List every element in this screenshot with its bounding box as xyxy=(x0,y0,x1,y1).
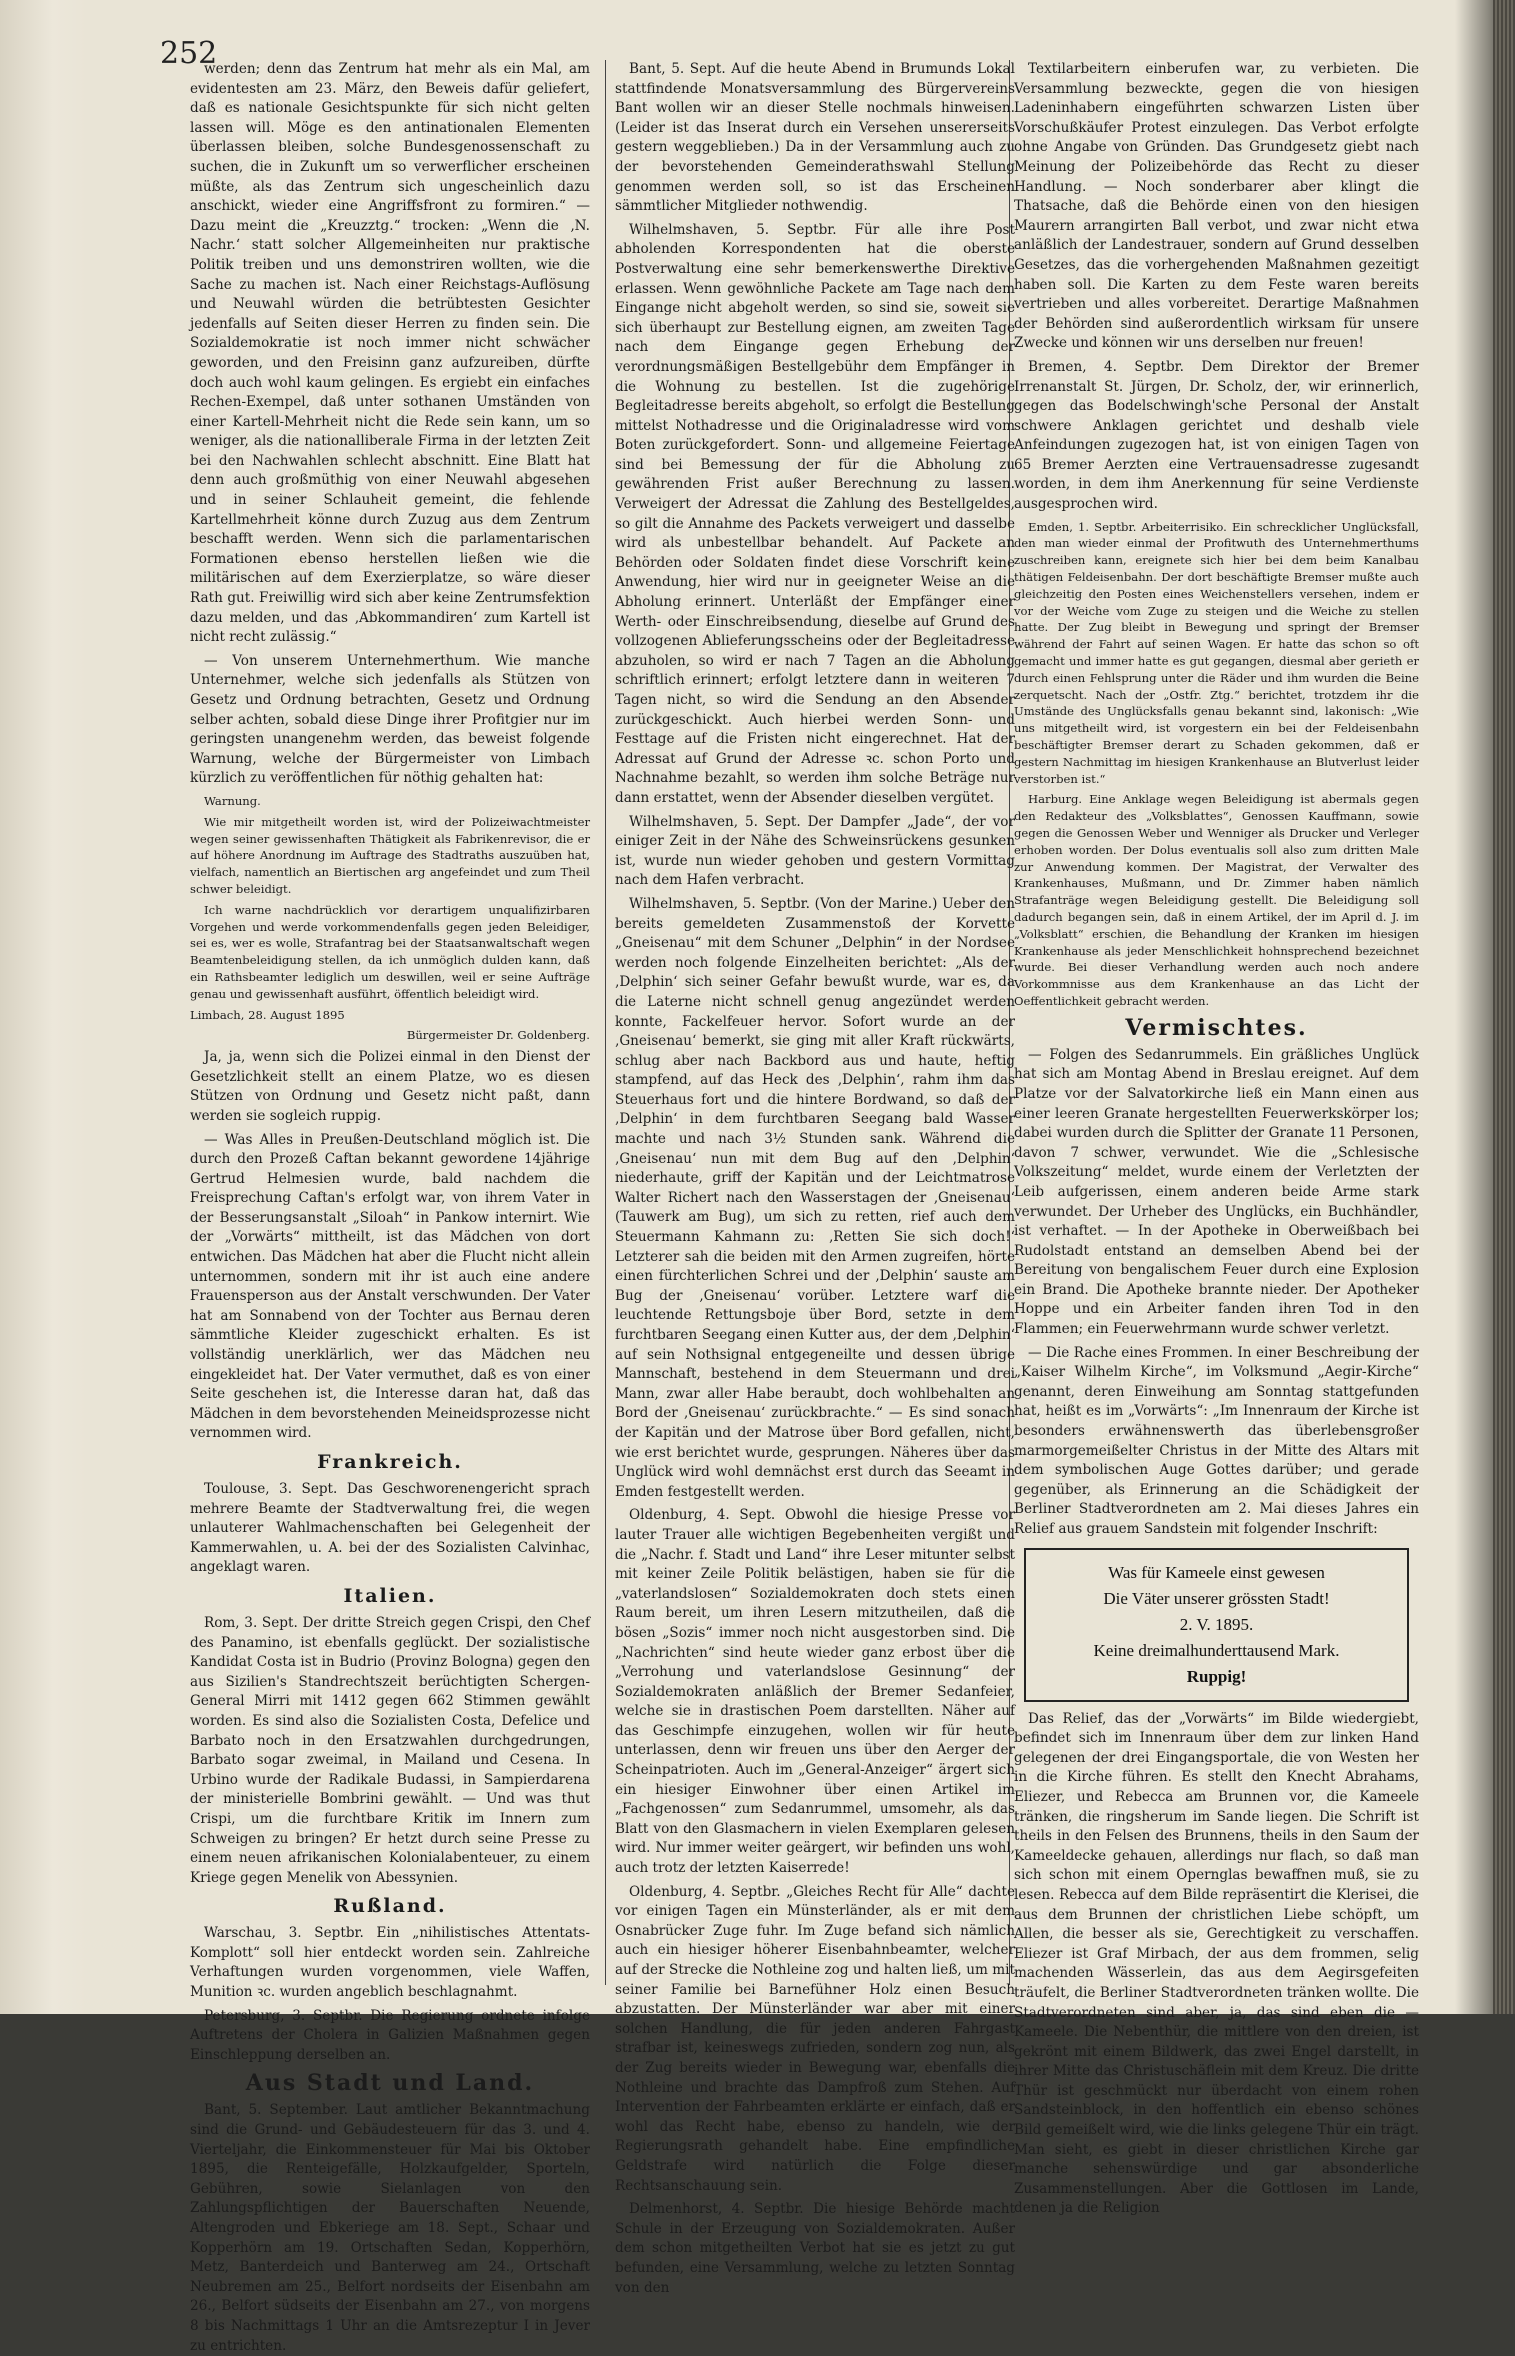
small-print-paragraph: Wie mir mitgetheilt worden ist, wird der Polizeiwachtmeister wegen seiner gewissenhaften Thätigkeit als Fabrikenrevisor, die er auf höhere Anordnung im Auftrage des Stadtraths auszuüben hat, vielfach, namentlich an Biertischen arg angefeindet und zum Theil schwer beleidigt. xyxy=(190,814,590,896)
inscription-line: Keine dreimalhunderttausend Mark. xyxy=(1093,1640,1340,1660)
article-paragraph: — Was Alles in Preußen-Deutschland möglich ist. Die durch den Prozeß Caftan bekannt gewordene 14jährige Gertrud Helmesien wurde, bald nachdem die Freisprechung Caftan's erfolgt war, von ihrem Vater in der Besserungsanstalt „Siloah“ in Pankow internirt. Wie der „Vorwärts“ mittheilt, ist das Mädchen von dort entwichen. Das Mädchen hat aber die Flucht nicht allein unternommen, sondern mit ihr ist auch eine andere Frauensperson aus der Anstalt verschwunden. Der Vater hat am Sonnabend von der Tochter aus Bernau deren sämmtliche Kleider zugeschickt erhalten. Es ist vollständig unerklärlich, wer das Mädchen neu eingekleidet hat. Der Vater vermuthet, daß es von einer Seite geschehen ist, die Interesse daran hat, daß das Mädchen in dem bevorstehenden Meineidsprozesse nicht vernommen wird. xyxy=(190,1131,590,1442)
page-number: 252 xyxy=(160,36,218,71)
small-print-paragraph: Harburg. Eine Anklage wegen Beleidigung ist abermals gegen den Redakteur des „Volksblattes“, Genossen Kauffmann, sowie gegen die Genossen Weber und Wenniger als Drucker und Verleger erhoben worden. Der Dolus eventualis soll also zum dritten Male zur Anwendung kommen. Der Magistrat, der Verwalter des Krankenhauses, Mußmann, und Dr. Zimmer haben nämlich Strafanträge wegen Beleidigung gestellt. Die Beleidigung soll dadurch begangen sein, daß in einem Artikel, der im April d. J. im „Volksblatt“ erschien, die Behandlung der Kranken im hiesigen Krankenhause als jeder Menschlichkeit hohnsprechend bezeichnet wurde. Bei dieser Verhandlung werden auch noch andere Vorkommnisse aus dem Krankenhause an das Licht der Oeffentlichkeit gebracht werden. xyxy=(1014,792,1419,1008)
page-edges xyxy=(1493,0,1515,2014)
section-heading: Rußland. xyxy=(333,1895,447,1918)
small-print-paragraph: Warnung. xyxy=(204,793,261,808)
inscription-line: Die Väter unserer grössten Stadt! xyxy=(1103,1588,1330,1608)
article-paragraph: — Die Rache eines Frommen. In einer Beschreibung der „Kaiser Wilhelm Kirche“, im Volksmund „Aegir-Kirche“ genannt, deren Einweihung am Sonntag stattgefunden hat, heißt es im „Vorwärts“: „Im Innenraum der Kirche ist besonders erwähnenswerth das überlebensgroßer marmorgemeißelter Christus in der Mitte des Altars mit dem symbolischen Auge Gottes darüber; und gerade gegenüber, als Erinnerung an die Schädigkeit der Berliner Stadtverordneten am 2. Mai dieses Jahres ein Relief aus grauem Sandstein mit folgender Inschrift: xyxy=(1014,1344,1419,1538)
column-rule xyxy=(605,60,606,1985)
article-paragraph: Wilhelmshaven, 5. Septbr. (Von der Marine.) Ueber den bereits gemeldeten Zusammenstoß der Korvette „Gneisenau“ mit dem Schuner „Delphin“ in der Nordsee werden noch folgende Einzelheiten berichtet: „Als der ‚Delphin‘ sich seiner Gefahr bewußt wurde, war es, da die Laterne nicht schnell genug angezündet werden konnte, Fackelfeuer hervor. Sofort wurde an der ‚Gneisenau‘ bemerkt, sie ging mit aller Kraft rückwärts, schlug aber nach Backbord aus und haute, heftig stampfend, auf das Heck des ‚Delphin‘, rahm ihm das Steuerhaus fort und die hintere Bordwand, so daß der ‚Delphin‘ in dem furchtbaren Seegang bald Wasser machte und nach 3½ Stunden sank. Während die ‚Gneisenau‘ nun mit dem Bug auf den ‚Delphin‘ niederhaute, griff der Kapitän und der Leichtmatrose Walter Richert nach den Wasserstagen der ‚Gneisenau‘ (Tauwerk am Bug), um sich zu retten, rief auch dem Steuermann Kahmann zu: ‚Retten Sie sich doch!‘ Letzterer sah die beiden mit den Armen zugreifen, hörte einen fürchterlichen Schrei und der ‚Delphin‘ sauste am Bug der ‚Gneisenau‘ vorüber. Letztere warf die leuchtende Rettungsboje über Bord, setzte in dem furchtbaren Seegang einen Kutter aus, der dem ‚Delphin‘ auf sein Nothsignal entgegeneilte und dessen übrige Mannschaft, bestehend in dem Steuermann und drei Mann, zwar aller Habe beraubt, doch wohlbehalten an Bord der ‚Gneisenau‘ zurückbrachte.“ — Es sind sonach der Kapitän und der Matrose über Bord gefallen, nicht, wie erst berichtet wurde, gesprungen. Näheres über das Unglück wird wohl demnächst erst durch das Seeamt in Emden festgestellt werden. xyxy=(615,895,1015,1500)
section-heading: Italien. xyxy=(343,1584,437,1607)
article-paragraph: — Von unserem Unternehmerthum. Wie manche Unternehmer, welche sich jedenfalls als Stützen von Gesetz und Ordnung betrachten, Gesetz und Ordnung selber achten, sobald diese Dinge ihrer Profitgier nur im geringsten unangenehm werden, das beweist folgende Warnung, welche der Bürgermeister von Limbach kürzlich zu veröffentlichen für nöthig gehalten hat: xyxy=(190,652,590,787)
section-heading: Vermischtes. xyxy=(1125,1014,1308,1041)
binding-margin xyxy=(0,0,88,2014)
article-paragraph: Oldenburg, 4. Sept. Obwohl die hiesige Presse vor lauter Trauer alle wichtigen Begebenheiten vergißt und die „Nachr. f. Stadt und Land“ ihre Leser mitunter selbst mit keiner Zeile Politik belästigen, haben sie für die „vaterlandslosen“ Sozialdemokraten doch stets einen Raum bereit, um ihren Lesern mitzutheilen, daß die bösen „Sozis“ immer noch nicht ausgestorben sind. Die „Nachrichten“ sind heute wieder ganz erbost über die „Verrohung und vaterlandslose Gesinnung“ der Sozialdemokraten anläßlich der Bremer Sedanfeier, welche sie in drastischen Poem darstellten. Näher auf das Geschimpfe einzugehen, wollen wir für heute unterlassen, denn wir freuen uns über den Aerger der Scheinpatrioten. Auch im „General-Anzeiger“ ärgert sich ein hiesiger Einwohner über einen Artikel im „Fachgenossen“ zum Sedanrummel, umsomehr, als das Blatt von den Glasmachern in vielen Exemplaren gelesen wird. Nur immer weiter geärgert, wir befinden uns wohl, auch trotz der letzten Kaiserrede! xyxy=(615,1507,1015,1877)
inscription-line: 2. V. 1895. xyxy=(1179,1614,1254,1634)
article-paragraph: Rom, 3. Sept. Der dritte Streich gegen Crispi, den Chef des Panamino, ist ebenfalls geglückt. Der sozialistische Kandidat Costa ist in Budrio (Provinz Bologna) gegen den aus Sizilien's Standrechtszeit berüchtigten Schergen-General Mirri mit 1412 gegen 662 Stimmen gewählt worden. Es sind also die Sozialisten Costa, Defelice und Barbato noch in den Ersatzwahlen durchgedrungen, Barbato sogar zweimal, in Mailand und Cesena. In Urbino wurde der Radikale Budassi, in Sampierdarena der ministerielle Bombrini gewählt. — Und was thut Crispi, um die furchtbare Kritik im Innern zum Schweigen zu bringen? Er hetzt durch seine Presse zu einem neuen afrikanischen Kolonialabenteuer, zu einem Kriege gegen Menelik von Abessynien. xyxy=(190,1614,590,1886)
section-heading: Aus Stadt und Land. xyxy=(245,2070,535,2097)
inscription-box xyxy=(1024,1548,1409,1702)
article-paragraph: Oldenburg, 4. Septbr. „Gleiches Recht für Alle“ dachte vor einigen Tagen ein Münsterländer, als er mit dem Osnabrücker Zuge fuhr. Im Zuge befand sich nämlich auch ein hiesiger höherer Eisenbahnbeamter, welcher auf der Strecke die Nothleine zog und halten ließ, um mit seiner Familie bei Barnefühner Holz einen Besuch abzustatten. Der Münsterländer war aber mit einer solchen Handlung, die für jeden anderen Fahrgast strafbar ist, keineswegs zufrieden, sondern zog nun, als der Zug bereits wieder in Bewegung war, ebenfalls die Nothleine und brachte das Dampfroß zum Stehen. Auf Intervention der Fahrbeamten erklärte er einfach, daß er wohl das Recht habe, ebenso zu handeln, wie der Regierungsrath gehandelt habe. Eine empfindliche Geldstrafe wird natürlich die Folge dieser Rechtsanschauung sein. xyxy=(615,1883,1015,2194)
article-paragraph: Warschau, 3. Septbr. Ein „nihilistisches Attentats-Komplott“ soll hier entdeckt worden sein. Zahlreiche Verhaftungen wurden vorgenommen, viele Waffen, Munition ꝛc. wurden angeblich beschlagnahmt. xyxy=(190,1925,590,2001)
section-heading: Frankreich. xyxy=(317,1451,463,1473)
column-3 xyxy=(1014,60,1419,2217)
article-paragraph: Das Relief, das der „Vorwärts“ im Bilde wiedergiebt, befindet sich im Innenraum über dem zur linken Hand gelegenen der drei Eingangsportale, die von Westen her in die Kirche führen. Es stellt den Knecht Abrahams, Eliezer, und Rebecca am Brunnen vor, die Kameele tränken, die ringsherum im Sande liegen. Die Schrift ist theils in den Felsen des Brunnens, theils in den Saum der Kameeldecke gehauen, allerdings nur flach, so daß man sich schon mit einem Opernglas bewaffnen muß, sie zu lesen. Rebecca auf dem Bilde repräsentirt die Klerisei, die aus dem Brunnen der christlichen Liebe schöpft, um Allen, die besser als sie, Gerechtigkeit zu verschaffen. Eliezer ist Graf Mirbach, der aus dem frommen, selig machenden Wässerlein, das aus dem Aegirsgefeiten träufelt, die Berliner Stadtverordneten tränken wollte. Die Stadtverordneten sind aber, ja, das sind eben die — Kameele. Die Nebenthür, die mittlere von den dreien, ist gekrönt mit einem Bildwerk, das zwei Engel darstellt, in ihrer Mitte das Christuschäflein mit dem Kreuz. Die dritte Thür ist geschmückt nur überdacht von einem rohen Sandsteinblock, in den hoffentlich ein ebenso schönes Bild gemeißelt wird, wie die links gelegene Thür ein trägt. Man sieht, es giebt in dieser christlichen Kirche gar manche sehenswürdige und gar absonderliche Zusammenstellungen. Aber die Gottlosen im Lande, denen ja die Religion xyxy=(1014,1710,1419,2217)
article-paragraph: Textilarbeitern einberufen war, zu verbieten. Die Versammlung bezweckte, gegen die von hiesigen Ladeninhabern eingeführten schwarzen Listen über Vorschußkäufer Protest einzulegen. Das Verbot erfolgte ohne Angabe von Gründen. Das Grundgesetz giebt nach Meinung der Polizeibehörde das Recht zu dieser Handlung. — Noch sonderbarer aber klingt die Thatsache, daß die Behörde einen von den hiesigen Maurern arrangirten Ball verbot, und zwar nicht etwa anläßlich der Landestrauer, sondern auf Grund desselben Gesetzes, das die vorhergehenden Maßnahmen gezeitigt haben soll. Die Karten zu dem Feste waren bereits vertrieben und alles vorbereitet. Derartige Maßnahmen der Behörden sind außerordentlich wirksam für unsere Zwecke und können wir uns derselben nur freuen! xyxy=(1014,61,1419,352)
small-print-paragraph: Ich warne nachdrücklich vor derartigem unqualifizirbaren Vorgehen und werde vorkommendenfalls gegen jeden Beleidiger, sei es, wer es wolle, Strafantrag bei der Staatsanwaltschaft wegen Beamtenbeleidigung stellen, da ich unmöglich dulden kann, daß ein Rathsbeamter lediglich um deswillen, weil er seine Aufträge genau und gewissenhaft ausführt, öffentlich beleidigt wird. xyxy=(190,902,590,1001)
small-print-paragraph: Emden, 1. Septbr. Arbeiterrisiko. Ein schrecklicher Unglücksfall, den man wieder einmal der Profitwuth des Unternehmerthums zuschreiben kann, ereignete sich hier bei dem beim Kanalbau thätigen Feldeisenbahn. Der dort beschäftigte Bremser mußte auch gleichzeitig den Posten eines Weichenstellers versehen, indem er vor der Weiche vom Zuge zu steigen und die Weiche zu stellen hatte. Der Zug bleibt in Bewegung und springt der Bremser während der Fahrt auf seinen Wagen. Er hatte das schon so oft gemacht und immer hatte es gut gegangen, diesmal aber gerieth er durch einen Fehlsprung unter die Räder und ihm wurden die Beine zerquetscht. Nach der „Ostfr. Ztg.“ berichtet, trotzdem ihr die Umstände des Unglücksfalls genau bekannt sind, lakonisch: „Wie uns mitgetheilt wird, ist vorgestern ein bei der Feldeisenbahn beschäftigter Bremser derart zu Schaden gekommen, daß er gestern Nachmittag im hiesigen Krankenhause an Blutverlust leider verstorben ist.“ xyxy=(1014,519,1419,786)
article-paragraph: — Folgen des Sedanrummels. Ein gräßliches Unglück hat sich am Montag Abend in Breslau ereignet. Auf dem Platze vor der Salvatorkirche ließ ein Mann einen aus einer leeren Granate hergestellten Feuerwerkskörper los; dabei wurden durch die Splitter der Granate 11 Personen, davon 7 schwer, verwundet. Wie die „Schlesische Volkszeitung“ meldet, wurde einem der Verletzten der Leib aufgerissen, einem anderen beide Arme stark verwundet. Der Urheber des Unglücks, ein Buchhändler, ist verhaftet. — In der Apotheke in Oberweißbach bei Rudolstadt entstand an demselben Abend bei der Bereitung von bengalischem Feuer durch eine Explosion ein Brand. Die Apotheke brannte nieder. Der Apotheker Hoppe und ein Arbeiter fanden ihren Tod in den Flammen; ein Feuerwehrmann wurde schwer verletzt. xyxy=(1014,1046,1419,1338)
article-paragraph: Wilhelmshaven, 5. Septbr. Für alle ihre Post abholenden Korrespondenten hat die oberste Postverwaltung eine sehr bemerkenswerthe Direktive erlassen. Wenn gewöhnliche Packete am Tage nach dem Eingange nicht abgeholt werden, so sind sie, soweit sie sich überhaupt zur Bestellung eignen, am zweiten Tage nach dem Eingange gegen Erhebung der verordnungsmäßigen Bestellgebühr dem Empfänger in die Wohnung zu bestellen. Ist die zugehörige Begleitadresse bereits abgeholt, so erfolgt die Bestellung mittelst Nothadresse und die Originaladresse wird vom Boten zurückgefordert. Sonn- und allgemeine Feiertage sind bei Bemessung der für die Abholung zu gewährenden Frist außer Berechnung zu lassen. Verweigert der Adressat die Zahlung des Bestellgeldes, so gilt die Annahme des Packets verweigert und dasselbe wird als unbestellbar behandelt. Auf Packete an Behörden oder Soldaten findet diese Vorschrift keine Anwendung, hier wird nur in geeigneter Weise an die Abholung erinnert. Unterläßt der Empfänger einer Werth- oder Einschreibsendung, dieselbe auf Grund des vollzogenen Ablieferungsscheins oder der Begleitadresse abzuholen, so wird er nach 7 Tagen an die Abholung schriftlich erinnert; erfolgt letztere dann in weiteren 7 Tagen nicht, so wird die Sendung an den Absender zurückgeschickt. Auch hierbei werden Sonn- und Festtage auf die Fristen nicht eingerechnet. Hat der Adressat auf Grund der Adresse ꝛc. schon Porto und Nachnahme bezahlt, so werden ihm solche Beträge nur dann erstattet, wenn der Absender dieselben vergütet. xyxy=(615,221,1015,806)
column-1 xyxy=(190,60,590,2354)
column-2 xyxy=(615,60,1015,2296)
article-paragraph: Petersburg, 3. Septbr. Die Regierung ordnete infolge Auftretens der Cholera in Galizien Maßnahmen gegen Einschleppung derselben an. xyxy=(190,2007,590,2063)
article-paragraph: Toulouse, 3. Sept. Das Geschworenengericht sprach mehrere Beamte der Stadtverwaltung frei, die wegen unlauterer Wahlmachenschaften bei Gelegenheit der Kammerwahlen, u. A. bei der des Sozialisten Calvinhac, angeklagt waren. xyxy=(190,1481,590,1576)
article-paragraph: werden; denn das Zentrum hat mehr als ein Mal, am evidentesten am 23. März, den Beweis dafür geliefert, daß es nationale Gesichtspunkte für sich nicht gelten lassen will. Möge es den antinationalen Elementen überlassen bleiben, solche Bundesgenossenschaft zu suchen, die in Zukunft um so verwerflicher erscheinen müßte, als das Zentrum sich ungescheinlich dazu anschickt, wieder eine Angriffsfront zu formiren.“ — Dazu meint die „Kreuzztg.“ trocken: „Wenn die ‚N. Nachr.‘ statt solcher Allgemeinheiten nur praktische Politik treiben und uns demonstriren wollten, wie die Sache zu machen ist. Nach einer Reichstags-Auflösung und Neuwahl würden die betrübtesten Gesichter jedenfalls auf Seiten dieser Herren zu finden sein. Die Sozialdemokratie ist noch immer nicht schwächer geworden, und den Freisinn ganz aufzureiben, dürfte doch auch wohl kaum gelingen. Es ergiebt ein einfaches Rechen-Exempel, daß unter sothanen Umständen von einer Kartell-Mehrheit nicht die Rede sein kann, um so weniger, als die nationalliberale Firma in der letzten Zeit bei den Nachwahlen schlecht abschnitt. Eine Blatt hat denn auch großmüthig von einer Neuwahl abgesehen und in seiner Schlauheit gemeint, die fehlende Kartellmehrheit könne durch Zuzug aus dem Zentrum beschafft werden. Wenn sich die parlamentarischen Formationen ebenso herstellen ließen wie die militärischen auf dem Exerzierplatze, so wäre dieser Rath gut. Freiwillig wird sich aber keine Zentrumsfektion dazu melden, und das ‚Abkommandiren‘ zum Kartell ist nicht recht zulässig.“ xyxy=(190,61,590,646)
article-paragraph: Delmenhorst, 4. Septbr. Die hiesige Behörde macht Schule in der Erzeugung von Sozialdemokraten. Außer dem schon mitgetheilten Verbot hat sie es jetzt zu gut befunden, eine Versammlung, welche zu letzten Sonntag von den xyxy=(615,2201,1015,2296)
article-paragraph: Wilhelmshaven, 5. Sept. Der Dampfer „Jade“, der vor einiger Zeit in der Nähe des Schweinsrückens gesunken ist, wurde nun wieder gehoben und gestern Vormittag nach dem Hafen verbracht. xyxy=(615,813,1015,889)
article-paragraph: Bant, 5. September. Laut amtlicher Bekanntmachung sind die Grund- und Gebäudesteuern für das 3. und 4. Vierteljahr, die Einkommensteuer für Mai bis Oktober 1895, die Renteigefälle, Holzkaufgelder, Sporteln, Gebühren, sowie Sielanlagen von den Zahlungspflichtigen der Bauerschaften Neuende, Altengroden und Ebkeriege am 18. Sept., Schaar und Kopperhörn am 19. Ortschaften Sedan, Kopperhörn, Metz, Banterdeich und Banterweg am 24., Ortschaft Neubremen am 25., Belfort nordseits der Eisenbahn am 26., Belfort südseits der Eisenbahn am 27., von morgens 8 bis Nachmittags 1 Uhr an die Amtsrezeptur I in Jever zu entrichten. xyxy=(190,2102,590,2354)
inscription-line: Was für Kameele einst gewesen xyxy=(1108,1562,1325,1582)
article-paragraph: Ja, ja, wenn sich die Polizei einmal in den Dienst der Gesetzlichkeit stellt an einem Platze, wo es diesen Stützen von Ordnung und Gesetz nicht paßt, dann werden sie sogleich ruppig. xyxy=(190,1049,590,1124)
inscription-line: Ruppig! xyxy=(1186,1666,1247,1686)
signature-line: Bürgermeister Dr. Goldenberg. xyxy=(406,1028,590,1043)
article-paragraph: Bant, 5. Sept. Auf die heute Abend in Brumunds Lokal stattfindende Monatsversammlung des Bürgervereins Bant wollen wir an dieser Stelle nochmals hinweisen. (Leider ist das Inserat durch ein Versehen unsererseits gestern weggeblieben.) Da in der Versammlung auch zu der bevorstehenden Gemeinderathswahl Stellung genommen werden soll, so ist das Erscheinen sämmtlicher Mitglieder nothwendig. xyxy=(615,61,1015,215)
article-paragraph: Bremen, 4. Septbr. Dem Direktor der Bremer Irrenanstalt St. Jürgen, Dr. Scholz, der, wir erinnerlich, gegen das Bodelschwingh'sche Personal der Anstalt schwere Anklagen gerichtet und deshalb viele Anfeindungen zugezogen hat, ist von einigen Tagen von 65 Bremer Aerzten eine Vertrauensadresse zugesandt worden, in dem ihm Anerkennung für seine Verdienste ausgesprochen wird. xyxy=(1014,358,1419,513)
signature-line: Limbach, 28. August 1895 xyxy=(190,1007,345,1022)
